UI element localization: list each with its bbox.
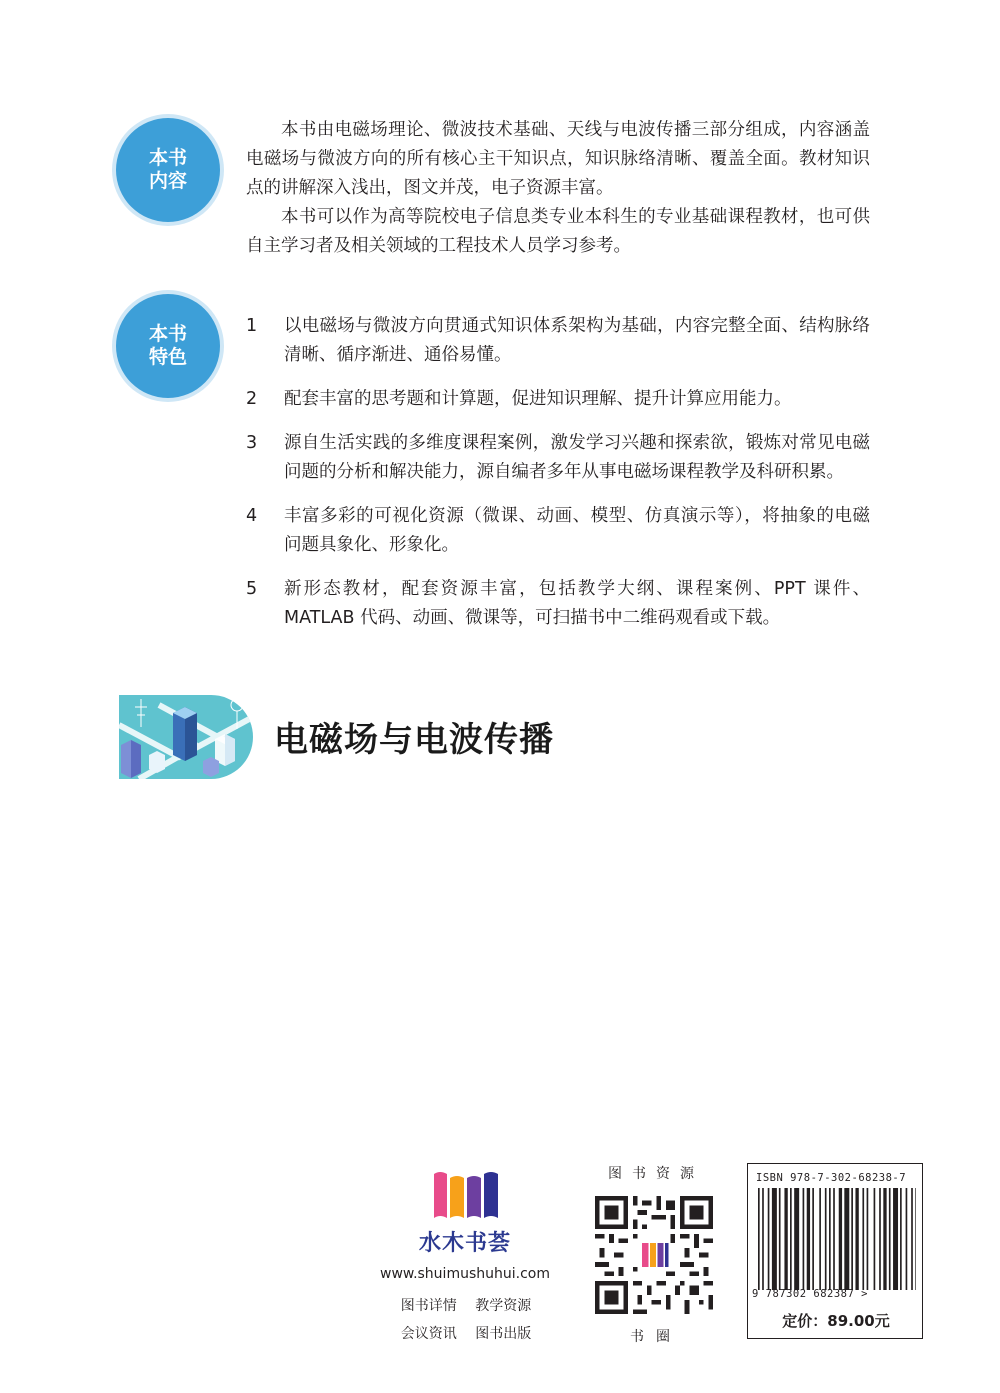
barcode-box <box>747 1163 923 1339</box>
feature-text: 丰富多彩的可视化资源（微课、动画、模型、仿真演示等），将抽象的电磁问题具象化、形象化。 <box>284 506 870 555</box>
city-illustration <box>119 695 253 779</box>
badge-line-1: 本书 <box>148 147 187 169</box>
city-illustration-svg <box>119 695 253 779</box>
link-conference-info: 会议资讯 <box>400 1326 457 1342</box>
feature-number: 1 <box>246 316 258 336</box>
badge-line-2: 特色 <box>148 346 187 368</box>
intro-section <box>246 116 870 261</box>
ean-digits: 9 787302 682387 > <box>752 1288 868 1300</box>
link-teaching-resources: 教学资源 <box>475 1298 532 1314</box>
features-list <box>246 312 870 648</box>
feature-text: 新形态教材，配套资源丰富，包括教学大纲、课程案例、PPT 课件、MATLAB 代码、动画、微课等，可扫描书中二维码观看或下载。 <box>284 579 870 628</box>
feature-number: 5 <box>246 579 258 599</box>
link-row <box>380 1320 552 1348</box>
intro-paragraph-2: 本书可以作为高等院校电子信息类专业本科生的专业基础课程教材，也可供自主学习者及相关领域的工程技术人员学习参考。 <box>246 207 870 256</box>
publisher-links <box>380 1292 552 1348</box>
book-logo-icon <box>420 1168 510 1222</box>
features-badge <box>116 294 220 398</box>
link-row <box>380 1292 552 1320</box>
feature-item <box>246 502 870 560</box>
qr-label-top: 图书资源 <box>608 1166 704 1182</box>
barcode-icon <box>758 1188 916 1290</box>
feature-text: 以电磁场与微波方向贯通式知识体系架构为基础，内容完整全面、结构脉络清晰、循序渐进、通俗易懂。 <box>284 316 870 365</box>
feature-number: 4 <box>246 506 258 526</box>
intro-paragraph-1: 本书由电磁场理论、微波技术基础、天线与电波传播三部分组成，内容涵盖电磁场与微波方向的所有核心主干知识点，知识脉络清晰、覆盖全面。教材知识点的讲解深入浅出，图文并茂，电子资源丰富。 <box>246 120 870 198</box>
content-badge <box>116 118 220 222</box>
publisher-name: 水木书荟 <box>418 1230 511 1256</box>
badge-line-1: 本书 <box>148 323 187 345</box>
publisher-url: www.shuimushuhui.com <box>380 1266 550 1282</box>
feature-item <box>246 429 870 487</box>
feature-item <box>246 312 870 370</box>
link-book-details: 图书详情 <box>400 1298 457 1314</box>
feature-number: 3 <box>246 433 258 453</box>
qr-label-bottom: 书圈 <box>630 1329 682 1345</box>
feature-text: 源自生活实践的多维度课程案例，激发学习兴趣和探索欲，锻炼对常见电磁问题的分析和解决能力，源自编者多年从事电磁场课程教学及科研积累。 <box>284 433 870 482</box>
badge-line-2: 内容 <box>148 170 187 192</box>
feature-text: 配套丰富的思考题和计算题，促进知识理解、提升计算应用能力。 <box>284 389 792 409</box>
link-book-publishing: 图书出版 <box>475 1326 532 1342</box>
isbn-text: ISBN 978-7-302-68238-7 <box>756 1172 907 1184</box>
feature-number: 2 <box>246 389 258 409</box>
qr-code-icon <box>595 1196 713 1314</box>
price-label: 定价：89.00元 <box>782 1312 890 1330</box>
publisher-logo <box>420 1168 510 1226</box>
book-title: 电磁场与电波传播 <box>274 720 554 760</box>
feature-item <box>246 575 870 633</box>
feature-item <box>246 385 870 414</box>
